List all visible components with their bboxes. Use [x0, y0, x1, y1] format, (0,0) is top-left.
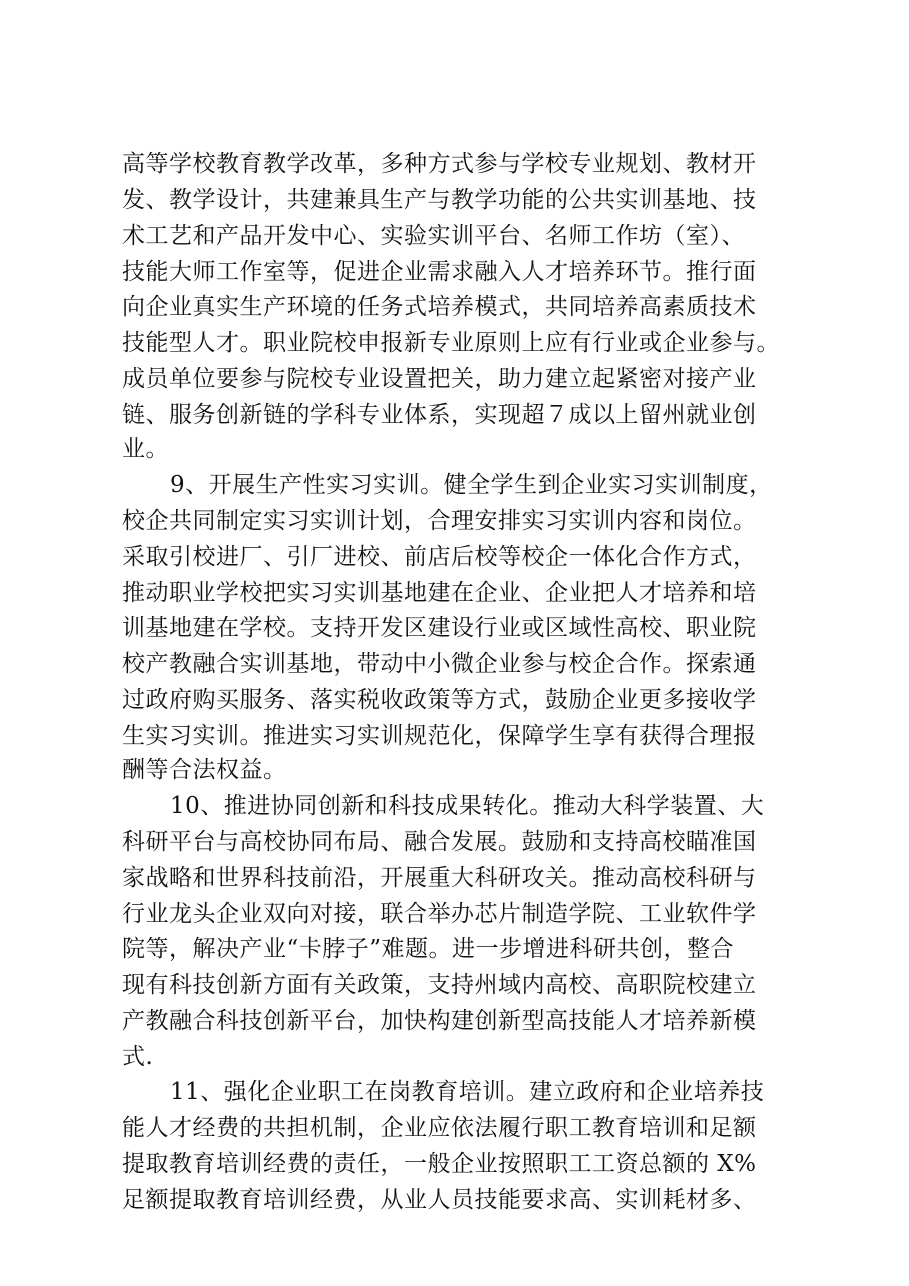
- text-line: 高等学校教育教学改革，多种方式参与学校专业规划、教材开: [122, 151, 757, 177]
- text-line: 校企共同制定实习实训计划，合理安排实习实训内容和岗位。: [122, 508, 757, 534]
- text-line: 链、服务创新链的学科专业体系，实现超７成以上留州就业创: [122, 402, 757, 428]
- text-line: 技能大师工作室等，促进企业需求融入人才培养环节。推行面: [122, 259, 757, 285]
- section-heading-9: 9、开展生产性实习实训。健全学生到企业实习实训制度，: [170, 472, 773, 498]
- text-line: 向企业真实生产环境的任务式培养模式，共同培养高素质技术: [122, 294, 757, 320]
- text-line: 校产教融合实训基地，带动中小微企业参与校企合作。探索通: [122, 651, 757, 677]
- text-line: 成员单位要参与院校专业设置把关，助力建立起紧密对接产业: [122, 366, 757, 392]
- text-line: 能人才经费的共担机制，企业应依法履行职工教育培训和足额: [122, 1115, 757, 1141]
- text-line: 提取教育培训经费的责任，一般企业按照职工工资总额的 X%: [122, 1151, 757, 1177]
- section-heading-10: 10、推进协同创新和科技成果转化。推动大科学装置、大: [170, 793, 765, 819]
- text-line: 技能型人才。职业院校申报新专业原则上应有行业或企业参与。: [122, 330, 780, 356]
- text-line: 式.: [122, 1044, 154, 1070]
- text-line: 采取引校进厂、引厂进校、前店后校等校企一体化合作方式，: [122, 544, 757, 570]
- text-line: 行业龙头企业双向对接，联合举办芯片制造学院、工业软件学: [122, 901, 757, 927]
- text-line: 术工艺和产品开发中心、实验实训平台、名师工作坊（室）、: [122, 223, 745, 249]
- text-line: 业。: [122, 436, 169, 462]
- text-line: 院等，解决产业“卡脖子”难题。进一步增进科研共创，整合: [122, 936, 735, 962]
- text-line: 训基地建在学校。支持开发区建设行业或区域性高校、职业院: [122, 615, 757, 641]
- text-line: 科研平台与高校协同布局、融合发展。鼓励和支持高校瞄准国: [122, 829, 757, 855]
- text-line: 酬等合法权益。: [122, 757, 287, 783]
- text-line: 足额提取教育培训经费，从业人员技能要求高、实训耗材多、: [122, 1187, 757, 1213]
- text-line: 产教融合科技创新平台，加快构建创新型高技能人才培养新模: [122, 1008, 757, 1034]
- text-line: 过政府购买服务、落实税收政策等方式，鼓励企业更多接收学: [122, 687, 757, 713]
- text-line: 推动职业学校把实习实训基地建在企业、企业把人才培养和培: [122, 580, 757, 606]
- text-line: 生实习实训。推进实习实训规范化，保障学生享有获得合理报: [122, 723, 757, 749]
- section-heading-11: 11、强化企业职工在岗教育培训。建立政府和企业培养技: [170, 1079, 765, 1105]
- text-line: 家战略和世界科技前沿，开展重大科研攻关。推动高校科研与: [122, 865, 757, 891]
- text-line: 现有科技创新方面有关政策，支持州域内高校、高职院校建立: [122, 972, 757, 998]
- text-line: 发、教学设计，共建兼具生产与教学功能的公共实训基地、技: [122, 187, 757, 213]
